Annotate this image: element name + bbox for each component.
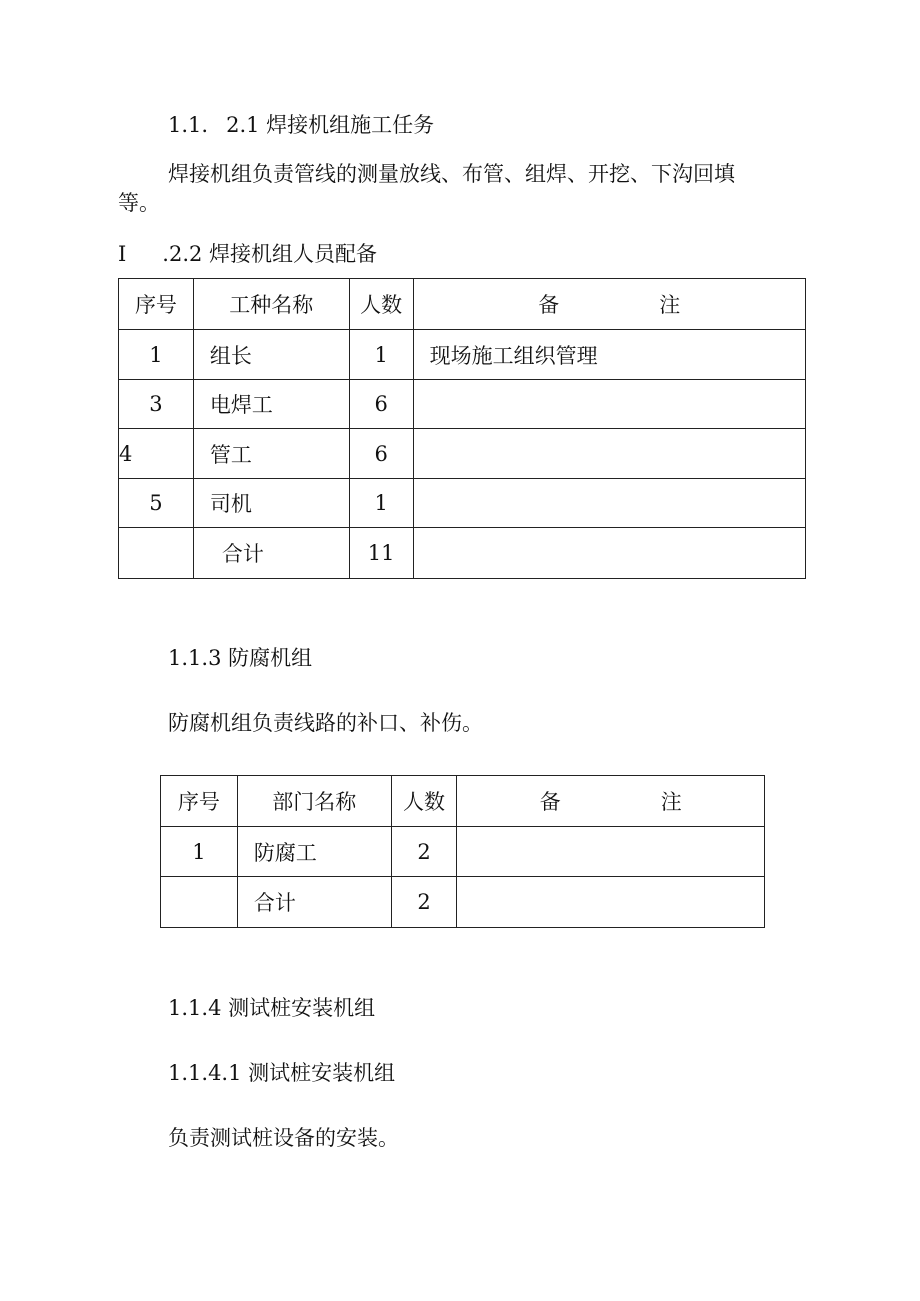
cell-count: 11 [349, 528, 413, 579]
cell-no: 5 [119, 479, 194, 528]
section-heading-1-1-4-1: 1.1.4.1 测试桩安装机组 [168, 1061, 396, 1085]
cell-note [457, 827, 765, 877]
cell-note [413, 380, 805, 429]
header-note [413, 279, 805, 330]
table-header-row [119, 279, 806, 330]
table-total-row [161, 877, 765, 928]
cell-note [413, 429, 805, 479]
table-row [119, 429, 806, 479]
section-heading-1-1-3: 1.1.3 防腐机组 [168, 646, 313, 670]
table-header-row [161, 776, 765, 827]
header-name: 部门名称 [237, 776, 391, 827]
section-number: 1.1. [168, 113, 209, 137]
cell-count: 2 [391, 827, 457, 877]
anticorrosion-staff-table [160, 775, 765, 928]
header-no: 序号 [119, 279, 194, 330]
table-row [161, 827, 765, 877]
cell-note [457, 877, 765, 928]
cell-count: 6 [349, 380, 413, 429]
cell-no [119, 528, 194, 579]
cell-no: 4 [119, 429, 194, 479]
welding-staff-table [118, 278, 806, 579]
table-row [119, 479, 806, 528]
cell-note [413, 479, 805, 528]
cell-name: 防腐工 [237, 827, 391, 877]
header-note-char-2: 注 [659, 293, 681, 317]
header-note [457, 776, 765, 827]
cell-name: 电焊工 [193, 380, 349, 429]
cell-name: 组长 [193, 330, 349, 380]
paragraph-welding-task-line1: 焊接机组负责管线的测量放线、布管、组焊、开挖、下沟回填 [168, 162, 735, 186]
section-heading-2-1 [168, 115, 434, 136]
section-title: .2.2 焊接机组人员配备 [162, 242, 378, 266]
cell-no [161, 877, 238, 928]
table-row [119, 380, 806, 429]
paragraph-welding-task-line2: 等。 [118, 191, 160, 215]
section-title: 2.1 焊接机组施工任务 [226, 113, 435, 137]
cell-count: 1 [349, 479, 413, 528]
header-note-char-2: 注 [660, 790, 682, 814]
cell-name: 合计 [193, 528, 349, 579]
cell-count: 1 [349, 330, 413, 380]
cell-name: 管工 [193, 429, 349, 479]
section-heading-1-1-4: 1.1.4 测试桩安装机组 [168, 996, 376, 1020]
cell-no: 3 [119, 380, 194, 429]
cell-name: 司机 [193, 479, 349, 528]
cell-no: 1 [119, 330, 194, 380]
cell-count: 2 [391, 877, 457, 928]
header-note-char-1: 备 [538, 293, 560, 317]
cell-note [413, 528, 805, 579]
table-total-row [119, 528, 806, 579]
section-heading-2-2 [118, 244, 377, 265]
cell-note: 现场施工组织管理 [413, 330, 805, 380]
table-row [119, 330, 806, 380]
paragraph-test-pile-task: 负责测试桩设备的安装。 [168, 1126, 399, 1150]
header-no: 序号 [161, 776, 238, 827]
cell-count: 6 [349, 429, 413, 479]
paragraph-anticorrosion-task: 防腐机组负责线路的补口、补伤。 [168, 711, 483, 735]
header-name: 工种名称 [193, 279, 349, 330]
header-count: 人数 [349, 279, 413, 330]
header-note-char-1: 备 [539, 790, 561, 814]
cell-no: 1 [161, 827, 238, 877]
section-number: I [118, 242, 127, 266]
cell-name: 合计 [237, 877, 391, 928]
header-count: 人数 [391, 776, 457, 827]
